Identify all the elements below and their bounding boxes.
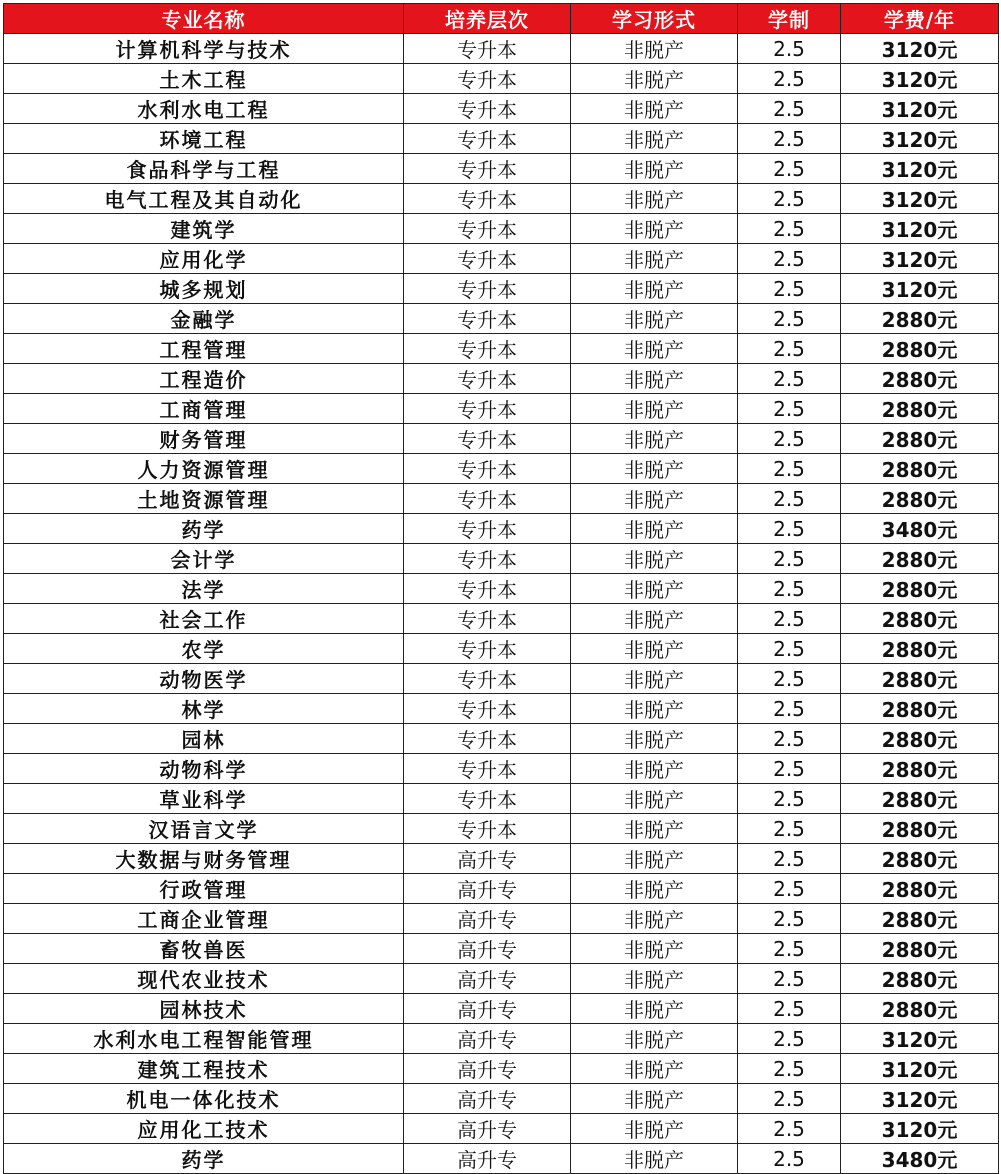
duration-cell: 2.5 bbox=[738, 274, 841, 304]
duration-cell: 2.5 bbox=[738, 784, 841, 814]
table-row bbox=[4, 454, 999, 484]
fee-cell: 2880元 bbox=[841, 574, 999, 604]
table-row bbox=[4, 694, 999, 724]
header-major-name: 专业名称 bbox=[4, 4, 404, 34]
duration-cell: 2.5 bbox=[738, 1144, 841, 1174]
fee-cell: 2880元 bbox=[841, 724, 999, 754]
level-cell: 专升本 bbox=[404, 484, 571, 514]
duration-cell: 2.5 bbox=[738, 304, 841, 334]
duration-cell: 2.5 bbox=[738, 214, 841, 244]
study-form-cell: 非脱产 bbox=[571, 274, 738, 304]
table-row bbox=[4, 334, 999, 364]
duration-cell: 2.5 bbox=[738, 964, 841, 994]
table-row bbox=[4, 484, 999, 514]
study-form-cell: 非脱产 bbox=[571, 334, 738, 364]
table-row bbox=[4, 64, 999, 94]
major-name-cell: 园林 bbox=[4, 724, 404, 754]
duration-cell: 2.5 bbox=[738, 34, 841, 64]
duration-cell: 2.5 bbox=[738, 664, 841, 694]
major-name-cell: 大数据与财务管理 bbox=[4, 844, 404, 874]
major-name-cell: 工商管理 bbox=[4, 394, 404, 424]
fee-cell: 3120元 bbox=[841, 34, 999, 64]
table-row bbox=[4, 754, 999, 784]
fee-cell: 2880元 bbox=[841, 604, 999, 634]
level-cell: 专升本 bbox=[404, 634, 571, 664]
level-cell: 高升专 bbox=[404, 964, 571, 994]
table-row bbox=[4, 604, 999, 634]
fee-cell: 2880元 bbox=[841, 304, 999, 334]
major-name-cell: 应用化学 bbox=[4, 244, 404, 274]
duration-cell: 2.5 bbox=[738, 484, 841, 514]
major-name-cell: 土木工程 bbox=[4, 64, 404, 94]
duration-cell: 2.5 bbox=[738, 1114, 841, 1144]
table-row bbox=[4, 904, 999, 934]
level-cell: 高升专 bbox=[404, 844, 571, 874]
fee-cell: 3120元 bbox=[841, 1054, 999, 1084]
major-name-cell: 建筑学 bbox=[4, 214, 404, 244]
major-name-cell: 工程造价 bbox=[4, 364, 404, 394]
major-name-cell: 水利水电工程 bbox=[4, 94, 404, 124]
study-form-cell: 非脱产 bbox=[571, 244, 738, 274]
study-form-cell: 非脱产 bbox=[571, 154, 738, 184]
table-row bbox=[4, 814, 999, 844]
major-name-cell: 人力资源管理 bbox=[4, 454, 404, 484]
study-form-cell: 非脱产 bbox=[571, 724, 738, 754]
header-level: 培养层次 bbox=[404, 4, 571, 34]
duration-cell: 2.5 bbox=[738, 814, 841, 844]
level-cell: 专升本 bbox=[404, 784, 571, 814]
major-name-cell: 社会工作 bbox=[4, 604, 404, 634]
study-form-cell: 非脱产 bbox=[571, 844, 738, 874]
fee-cell: 3120元 bbox=[841, 214, 999, 244]
level-cell: 专升本 bbox=[404, 574, 571, 604]
major-name-cell: 法学 bbox=[4, 574, 404, 604]
table-row bbox=[4, 994, 999, 1024]
duration-cell: 2.5 bbox=[738, 754, 841, 784]
level-cell: 专升本 bbox=[404, 544, 571, 574]
table-row bbox=[4, 544, 999, 574]
level-cell: 专升本 bbox=[404, 154, 571, 184]
fee-cell: 3120元 bbox=[841, 154, 999, 184]
fee-table-body bbox=[4, 34, 999, 1174]
table-row bbox=[4, 214, 999, 244]
study-form-cell: 非脱产 bbox=[571, 574, 738, 604]
study-form-cell: 非脱产 bbox=[571, 484, 738, 514]
table-row bbox=[4, 184, 999, 214]
table-row bbox=[4, 364, 999, 394]
study-form-cell: 非脱产 bbox=[571, 634, 738, 664]
fee-cell: 2880元 bbox=[841, 814, 999, 844]
level-cell: 高升专 bbox=[404, 1054, 571, 1084]
study-form-cell: 非脱产 bbox=[571, 964, 738, 994]
duration-cell: 2.5 bbox=[738, 244, 841, 274]
level-cell: 高升专 bbox=[404, 1084, 571, 1114]
level-cell: 专升本 bbox=[404, 244, 571, 274]
table-row bbox=[4, 784, 999, 814]
major-name-cell: 财务管理 bbox=[4, 424, 404, 454]
fee-cell: 2880元 bbox=[841, 634, 999, 664]
duration-cell: 2.5 bbox=[738, 184, 841, 214]
study-form-cell: 非脱产 bbox=[571, 1084, 738, 1114]
fee-cell: 2880元 bbox=[841, 364, 999, 394]
fee-cell: 2880元 bbox=[841, 424, 999, 454]
major-name-cell: 农学 bbox=[4, 634, 404, 664]
table-row bbox=[4, 574, 999, 604]
study-form-cell: 非脱产 bbox=[571, 514, 738, 544]
fee-cell: 2880元 bbox=[841, 334, 999, 364]
level-cell: 专升本 bbox=[404, 454, 571, 484]
major-name-cell: 金融学 bbox=[4, 304, 404, 334]
study-form-cell: 非脱产 bbox=[571, 904, 738, 934]
fee-cell: 3120元 bbox=[841, 1024, 999, 1054]
duration-cell: 2.5 bbox=[738, 874, 841, 904]
fee-cell: 3480元 bbox=[841, 514, 999, 544]
fee-table-header bbox=[4, 4, 999, 34]
duration-cell: 2.5 bbox=[738, 904, 841, 934]
study-form-cell: 非脱产 bbox=[571, 814, 738, 844]
table-row bbox=[4, 154, 999, 184]
study-form-cell: 非脱产 bbox=[571, 424, 738, 454]
study-form-cell: 非脱产 bbox=[571, 364, 738, 394]
major-name-cell: 食品科学与工程 bbox=[4, 154, 404, 184]
table-row bbox=[4, 1144, 999, 1174]
level-cell: 专升本 bbox=[404, 364, 571, 394]
duration-cell: 2.5 bbox=[738, 634, 841, 664]
level-cell: 专升本 bbox=[404, 514, 571, 544]
table-row bbox=[4, 874, 999, 904]
fee-cell: 2880元 bbox=[841, 694, 999, 724]
level-cell: 专升本 bbox=[404, 64, 571, 94]
major-name-cell: 草业科学 bbox=[4, 784, 404, 814]
level-cell: 专升本 bbox=[404, 304, 571, 334]
study-form-cell: 非脱产 bbox=[571, 1024, 738, 1054]
level-cell: 专升本 bbox=[404, 424, 571, 454]
duration-cell: 2.5 bbox=[738, 64, 841, 94]
level-cell: 高升专 bbox=[404, 934, 571, 964]
duration-cell: 2.5 bbox=[738, 574, 841, 604]
study-form-cell: 非脱产 bbox=[571, 784, 738, 814]
fee-cell: 3120元 bbox=[841, 244, 999, 274]
duration-cell: 2.5 bbox=[738, 454, 841, 484]
fee-cell: 3120元 bbox=[841, 1114, 999, 1144]
major-name-cell: 机电一体化技术 bbox=[4, 1084, 404, 1114]
level-cell: 专升本 bbox=[404, 604, 571, 634]
table-row bbox=[4, 274, 999, 304]
level-cell: 专升本 bbox=[404, 34, 571, 64]
major-name-cell: 现代农业技术 bbox=[4, 964, 404, 994]
table-row bbox=[4, 1024, 999, 1054]
major-name-cell: 动物科学 bbox=[4, 754, 404, 784]
study-form-cell: 非脱产 bbox=[571, 1144, 738, 1174]
table-row bbox=[4, 424, 999, 454]
duration-cell: 2.5 bbox=[738, 424, 841, 454]
fee-cell: 3120元 bbox=[841, 124, 999, 154]
header-study-form: 学习形式 bbox=[571, 4, 738, 34]
study-form-cell: 非脱产 bbox=[571, 604, 738, 634]
fee-cell: 2880元 bbox=[841, 934, 999, 964]
major-name-cell: 汉语言文学 bbox=[4, 814, 404, 844]
table-row bbox=[4, 664, 999, 694]
fee-cell: 2880元 bbox=[841, 484, 999, 514]
table-row bbox=[4, 844, 999, 874]
level-cell: 专升本 bbox=[404, 214, 571, 244]
fee-cell: 2880元 bbox=[841, 454, 999, 484]
duration-cell: 2.5 bbox=[738, 94, 841, 124]
study-form-cell: 非脱产 bbox=[571, 214, 738, 244]
table-row bbox=[4, 94, 999, 124]
level-cell: 专升本 bbox=[404, 124, 571, 154]
study-form-cell: 非脱产 bbox=[571, 64, 738, 94]
study-form-cell: 非脱产 bbox=[571, 34, 738, 64]
level-cell: 高升专 bbox=[404, 1024, 571, 1054]
major-name-cell: 会计学 bbox=[4, 544, 404, 574]
level-cell: 专升本 bbox=[404, 394, 571, 424]
study-form-cell: 非脱产 bbox=[571, 124, 738, 154]
fee-cell: 3120元 bbox=[841, 64, 999, 94]
header-fee: 学费/年 bbox=[841, 4, 999, 34]
table-row bbox=[4, 724, 999, 754]
duration-cell: 2.5 bbox=[738, 694, 841, 724]
level-cell: 专升本 bbox=[404, 664, 571, 694]
duration-cell: 2.5 bbox=[738, 514, 841, 544]
major-name-cell: 电气工程及其自动化 bbox=[4, 184, 404, 214]
header-row bbox=[4, 4, 999, 34]
table-row bbox=[4, 1084, 999, 1114]
fee-cell: 3480元 bbox=[841, 1144, 999, 1174]
duration-cell: 2.5 bbox=[738, 544, 841, 574]
level-cell: 专升本 bbox=[404, 334, 571, 364]
level-cell: 专升本 bbox=[404, 724, 571, 754]
table-row bbox=[4, 1054, 999, 1084]
fee-table bbox=[3, 3, 999, 1174]
study-form-cell: 非脱产 bbox=[571, 664, 738, 694]
major-name-cell: 土地资源管理 bbox=[4, 484, 404, 514]
major-name-cell: 应用化工技术 bbox=[4, 1114, 404, 1144]
major-name-cell: 园林技术 bbox=[4, 994, 404, 1024]
duration-cell: 2.5 bbox=[738, 154, 841, 184]
major-name-cell: 动物医学 bbox=[4, 664, 404, 694]
duration-cell: 2.5 bbox=[738, 604, 841, 634]
fee-cell: 3120元 bbox=[841, 274, 999, 304]
fee-cell: 3120元 bbox=[841, 184, 999, 214]
fee-cell: 3120元 bbox=[841, 94, 999, 124]
major-name-cell: 行政管理 bbox=[4, 874, 404, 904]
level-cell: 专升本 bbox=[404, 274, 571, 304]
header-duration: 学制 bbox=[738, 4, 841, 34]
table-row bbox=[4, 514, 999, 544]
fee-cell: 2880元 bbox=[841, 664, 999, 694]
fee-cell: 2880元 bbox=[841, 874, 999, 904]
study-form-cell: 非脱产 bbox=[571, 694, 738, 724]
study-form-cell: 非脱产 bbox=[571, 304, 738, 334]
major-name-cell: 计算机科学与技术 bbox=[4, 34, 404, 64]
major-name-cell: 林学 bbox=[4, 694, 404, 724]
duration-cell: 2.5 bbox=[738, 364, 841, 394]
table-row bbox=[4, 964, 999, 994]
table-row bbox=[4, 634, 999, 664]
level-cell: 专升本 bbox=[404, 694, 571, 724]
table-row bbox=[4, 124, 999, 154]
major-name-cell: 畜牧兽医 bbox=[4, 934, 404, 964]
major-name-cell: 工程管理 bbox=[4, 334, 404, 364]
study-form-cell: 非脱产 bbox=[571, 1054, 738, 1084]
study-form-cell: 非脱产 bbox=[571, 394, 738, 424]
major-name-cell: 药学 bbox=[4, 514, 404, 544]
fee-cell: 2880元 bbox=[841, 844, 999, 874]
study-form-cell: 非脱产 bbox=[571, 544, 738, 574]
level-cell: 专升本 bbox=[404, 184, 571, 214]
table-row bbox=[4, 304, 999, 334]
major-name-cell: 城多规划 bbox=[4, 274, 404, 304]
level-cell: 专升本 bbox=[404, 94, 571, 124]
duration-cell: 2.5 bbox=[738, 1024, 841, 1054]
duration-cell: 2.5 bbox=[738, 724, 841, 754]
study-form-cell: 非脱产 bbox=[571, 1114, 738, 1144]
major-name-cell: 水利水电工程智能管理 bbox=[4, 1024, 404, 1054]
level-cell: 高升专 bbox=[404, 994, 571, 1024]
fee-cell: 2880元 bbox=[841, 904, 999, 934]
table-row bbox=[4, 394, 999, 424]
table-row bbox=[4, 34, 999, 64]
table-row bbox=[4, 934, 999, 964]
fee-cell: 2880元 bbox=[841, 754, 999, 784]
fee-cell: 2880元 bbox=[841, 394, 999, 424]
fee-cell: 2880元 bbox=[841, 964, 999, 994]
study-form-cell: 非脱产 bbox=[571, 874, 738, 904]
study-form-cell: 非脱产 bbox=[571, 934, 738, 964]
duration-cell: 2.5 bbox=[738, 1054, 841, 1084]
level-cell: 专升本 bbox=[404, 754, 571, 784]
major-name-cell: 环境工程 bbox=[4, 124, 404, 154]
study-form-cell: 非脱产 bbox=[571, 94, 738, 124]
major-name-cell: 工商企业管理 bbox=[4, 904, 404, 934]
study-form-cell: 非脱产 bbox=[571, 754, 738, 784]
level-cell: 高升专 bbox=[404, 904, 571, 934]
duration-cell: 2.5 bbox=[738, 994, 841, 1024]
major-name-cell: 建筑工程技术 bbox=[4, 1054, 404, 1084]
major-name-cell: 药学 bbox=[4, 1144, 404, 1174]
duration-cell: 2.5 bbox=[738, 124, 841, 154]
duration-cell: 2.5 bbox=[738, 394, 841, 424]
study-form-cell: 非脱产 bbox=[571, 454, 738, 484]
fee-cell: 3120元 bbox=[841, 1084, 999, 1114]
fee-cell: 2880元 bbox=[841, 994, 999, 1024]
level-cell: 高升专 bbox=[404, 1114, 571, 1144]
duration-cell: 2.5 bbox=[738, 934, 841, 964]
duration-cell: 2.5 bbox=[738, 844, 841, 874]
level-cell: 高升专 bbox=[404, 874, 571, 904]
study-form-cell: 非脱产 bbox=[571, 994, 738, 1024]
fee-cell: 2880元 bbox=[841, 544, 999, 574]
duration-cell: 2.5 bbox=[738, 1084, 841, 1114]
level-cell: 高升专 bbox=[404, 1144, 571, 1174]
study-form-cell: 非脱产 bbox=[571, 184, 738, 214]
table-row bbox=[4, 1114, 999, 1144]
table-row bbox=[4, 244, 999, 274]
duration-cell: 2.5 bbox=[738, 334, 841, 364]
fee-cell: 2880元 bbox=[841, 784, 999, 814]
level-cell: 专升本 bbox=[404, 814, 571, 844]
